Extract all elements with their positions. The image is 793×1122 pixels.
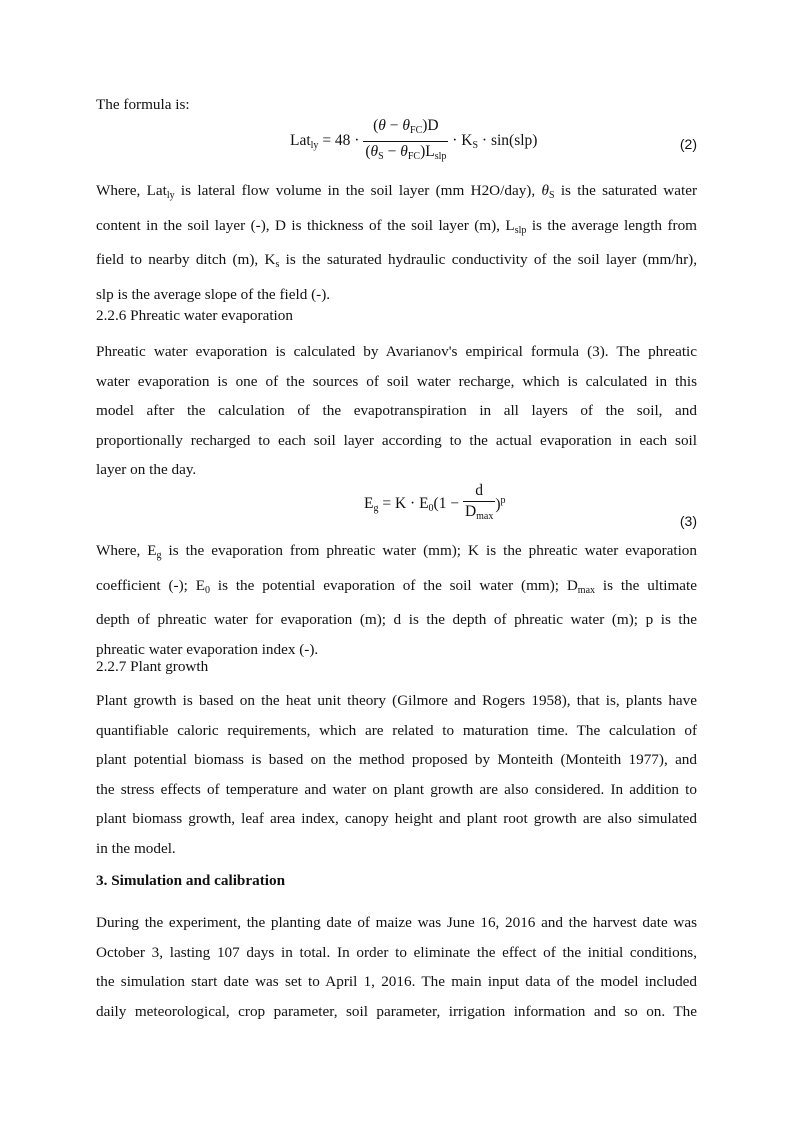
equation-3-fraction: $\frac{d}{D_{max}}$ [463,481,495,527]
paragraph-line: in the model. [96,839,176,857]
paragraph-line: Phreatic water evaporation is calculated by Avarianov's empirical formula (3). The phreatic [96,343,697,360]
paragraph-line: Plant growth is based on the heat unit theory (Gilmore and Rogers 1958), that is, plants have [96,692,697,709]
section-heading-3: 3. Simulation and calibration [96,872,286,889]
paragraph-line: quantifiable caloric requirements, which are related to maturation time. The calculation of [96,721,697,739]
equation-2-body: Lat$_{ly}$ = 48 · $\frac{(\theta - \theta_{FC})D}{(\theta_S - \theta_{FC})L_{slp}}$ · $K_S \cdot \sin(slp)$ [290,116,537,176]
paragraph-line: water evaporation is one of the sources of soil water recharge, which is calculated in this [96,372,697,390]
paragraph-line: During the experiment, the planting date of maize was June 16, 2016 and the harvest date was [96,914,697,931]
equation-3 [96,477,697,537]
paragraph-line: plant potential biomass is based on the method proposed by Monteith (Monteith 1977), and [96,751,697,768]
paragraph-line: layer on the day. [96,461,197,478]
phreatic-paragraph [96,337,697,485]
equation-2-fraction: $\frac{(\theta - \theta_{FC})D}{(\theta_S - \theta_{FC})L_{slp}}$ [363,116,448,167]
paragraph-line: model after the calculation of the evapotranspiration in all layers of the soil, and [96,402,697,419]
simulation-paragraph [96,908,697,1026]
intro-text: The formula is: [96,96,190,113]
paragraph-line: proportionally recharged to each soil layer according to the actual evaporation in each soil [96,431,697,449]
paragraph-line: plant biomass growth, leaf area index, canopy height and plant root growth are also simulated [96,810,697,827]
equation-2-number: (2) [679,136,697,152]
paragraph-line: the stress effects of temperature and water on plant growth are also considered. In addition to [96,780,697,798]
section-heading-2-2-6: 2.2.6 Phreatic water evaporation [96,307,293,324]
paragraph-line: October 3, lasting 107 days in total. In order to eliminate the effect of the initial conditions, [96,943,697,961]
equation-2-explanation: Where, Lat$_{ly}$ is lateral flow volume in the soil layer (mm H2O/day), $\theta_S$ is the saturated water content in the soil layer (-), D is thickness of the soil layer (m), $L_{slp}$ is the average length from field to nearby ditch (m), $K_s$ is the saturated hydraulic conductivity of the soil layer (mm/hr), slp is the average slope of the field (-). [96,182,698,303]
plant-growth-paragraph [96,686,697,863]
equation-3-number: (3) [679,513,697,529]
paragraph-line: daily meteorological, crop parameter, soil parameter, irrigation information and so on. The [96,1002,697,1020]
section-heading-2-2-7: 2.2.7 Plant growth [96,658,209,675]
paragraph-line: the simulation start date was set to April 1, 2016. The main input data of the model included [96,973,697,990]
equation-2 [96,114,697,174]
equation-3-body: $E_g = K \cdot E_0(1$ − $\frac{d}{D_{max}}$ )$^p$ [364,481,506,541]
equation-3-explanation: Where, $E_g$ is the evaporation from phreatic water (mm); K is the phreatic water evaporation coefficient (-); $E_0$ is the potential evaporation of the soil water (mm); $D_{max}$ is the ultimate depth of phreatic water for evaporation (m); d is the depth of phreatic water (m); p is the phreatic water evaporation index (-). [96,542,698,658]
